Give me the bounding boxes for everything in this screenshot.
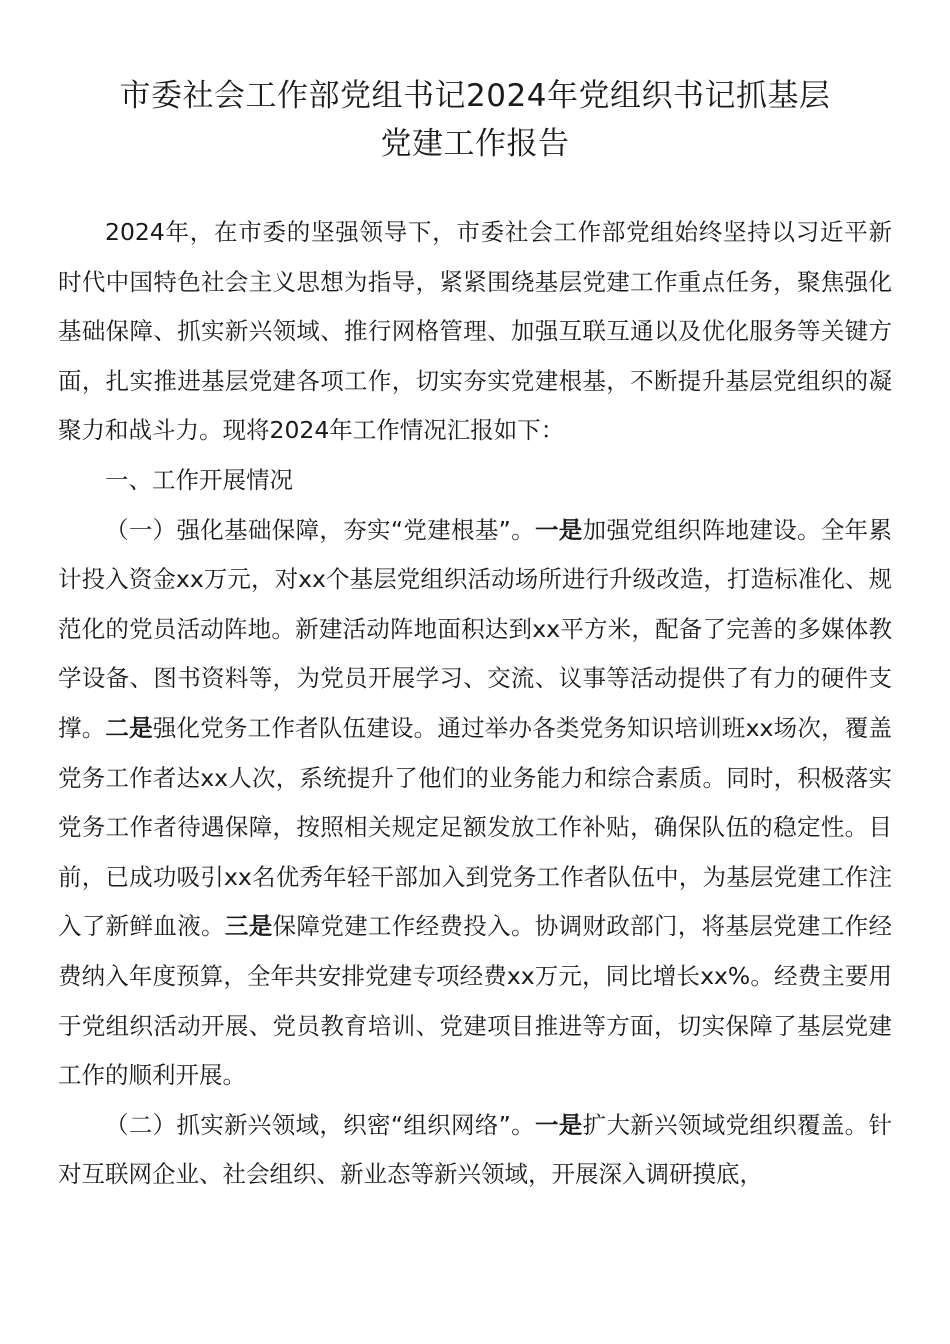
point-label-3: 三是 xyxy=(224,912,273,941)
point-label-2-1: 一是 xyxy=(534,1110,583,1139)
section-heading-1: 一、工作开展情况 xyxy=(105,465,293,494)
document-body xyxy=(58,208,892,1200)
subsection-2-heading: （二）抓实新兴领域，织密“组织网络”。 xyxy=(105,1110,535,1139)
point-text-3: 保障党建工作经费投入。协调财政部门，将基层党建工作经费纳入年度预算，全年共安排党建专项经费xx万元，同比增长xx%。经费主要用于党组织活动开展、党员教育培训、党建项目推进等方面，切实保障了基层党建工作的顺利开展。 xyxy=(58,912,893,1090)
document-title xyxy=(58,72,892,168)
subsection-1-heading: （一）强化基础保障，夯实“党建根基”。 xyxy=(105,515,535,544)
title-line-1: 市委社会工作部党组书记2024年党组织书记抓基层 xyxy=(119,78,831,114)
point-label-1: 一是 xyxy=(534,515,583,544)
point-text-2-1: 扩大新兴领域党组织覆盖。针对互联网企业、社会组织、新业态等新兴领域，开展深入调研摸底， xyxy=(58,1110,893,1189)
subsection-1-paragraph xyxy=(58,506,892,1101)
title-line-2: 党建工作报告 xyxy=(380,126,570,162)
point-text-2: 强化党务工作者队伍建设。通过举办各类党务知识培训班xx场次，覆盖党务工作者达xx人次，系统提升了他们的业务能力和综合素质。同时，积极落实党务工作者待遇保障，按照相关规定足额发放工作补贴，确保队伍的稳定性。目前，已成功吸引xx名优秀年轻干部加入到党务工作者队伍中，为基层党建工作注入了新鲜血液。 xyxy=(58,713,892,941)
point-label-2: 二是 xyxy=(105,713,153,742)
point-text-1: 加强党组织阵地建设。全年累计投入资金xx万元，对xx个基层党组织活动场所进行升级改造，打造标准化、规范化的党员活动阵地。新建活动阵地面积达到xx平方米，配备了完善的多媒体教学设备、图书资料等，为党员开展学习、交流、议事等活动提供了有力的硬件支撑。 xyxy=(58,515,893,742)
intro-paragraph: 2024年，在市委的坚强领导下，市委社会工作部党组始终坚持以习近平新时代中国特色社会主义思想为指导，紧紧围绕基层党建工作重点任务，聚焦强化基础保障、抓实新兴领域、推行网格管理、加强互联互通以及优化服务等关键方面，扎实推进基层党建各项工作，切实夯实党建根基，不断提升基层党组织的凝聚力和战斗力。现将2024年工作情况汇报如下： xyxy=(58,218,892,445)
subsection-2-paragraph xyxy=(58,1101,892,1200)
